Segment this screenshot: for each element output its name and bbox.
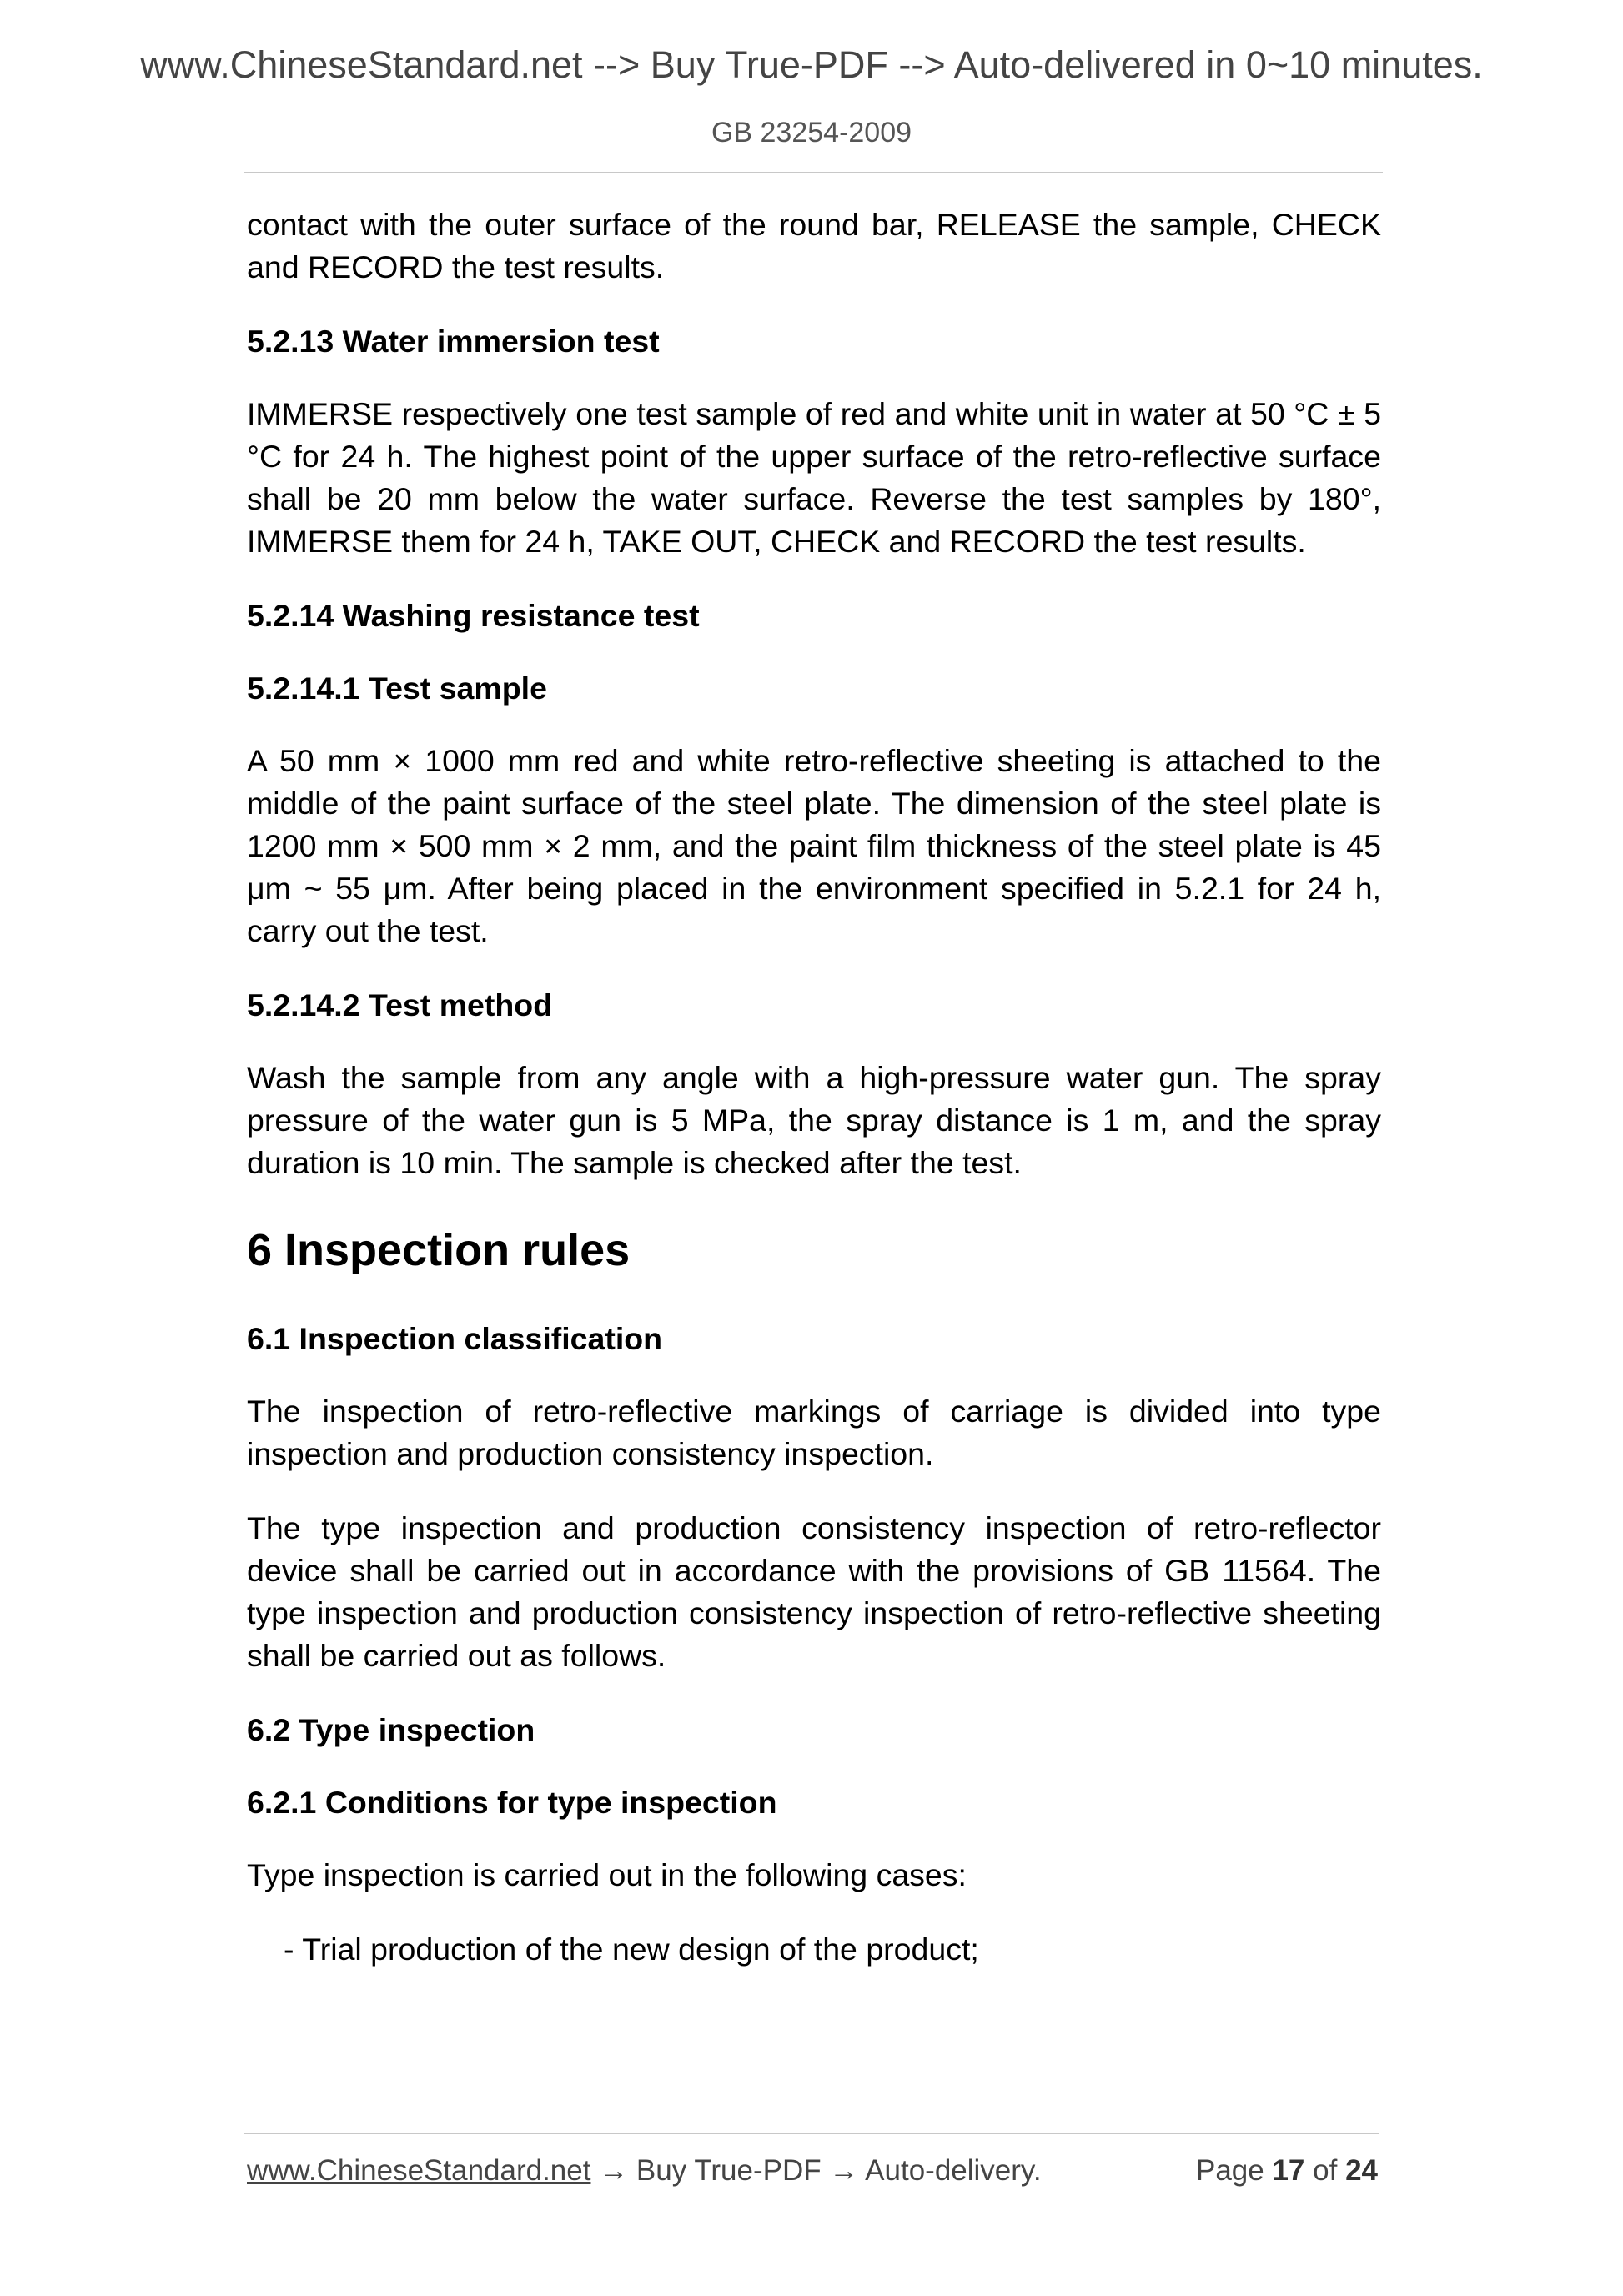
heading-5-2-13: 5.2.13 Water immersion test: [247, 324, 660, 359]
paragraph-continuation: contact with the outer surface of the round bar, RELEASE the sample, CHECK and RECORD the test results.: [247, 207, 1381, 284]
heading-5-2-14-1: 5.2.14.1 Test sample: [247, 671, 547, 706]
page-of: of: [1313, 2154, 1338, 2187]
paragraph-5-2-13: IMMERSE respectively one test sample of red and white unit in water at 50 °C ± 5 °C for 24 h. The highest point of the upper surface of the retro-reflective surface shall be 20 mm below the water surface. Reverse the test samples by 180°, IMMERSE them for 24 h, TAKE OUT, CHECK and RECORD the test results.: [247, 396, 1381, 559]
paragraph-5-2-14-1: A 50 mm × 1000 mm red and white retro-reflective sheeting is attached to the middle of the paint surface of the steel plate. The dimension of the steel plate is 1200 mm × 500 mm × 2 mm, and the paint film thickness of the steel plate is 45 μm ~ 55 μm. After being placed in the environment specified in 5.2.1 for 24 h, carry out the test.: [247, 743, 1381, 948]
footer-divider: [244, 2133, 1379, 2134]
heading-6-2-1: 6.2.1 Conditions for type inspection: [247, 1785, 777, 1820]
document-code: GB 23254-2009: [711, 117, 912, 148]
paragraph-6-1-b: The type inspection and production consistency inspection of retro-reflector device shall be carried out in accordance with the provisions of GB 11564. The type inspection and production consistency inspection of retro-reflective sheeting shall be carried out as follows.: [247, 1510, 1381, 1673]
top-banner: www.ChineseStandard.net --> Buy True-PDF --> Auto-delivered in 0~10 minutes.: [140, 43, 1483, 86]
page-label: Page: [1195, 2154, 1264, 2187]
heading-6: 6 Inspection rules: [247, 1225, 631, 1275]
page-current: 17: [1272, 2154, 1305, 2187]
list-item: - Trial production of the new design of the product;: [284, 1932, 979, 1967]
header-divider: [244, 172, 1383, 173]
page-indicator: [1196, 2154, 1378, 2188]
footer-site-link[interactable]: www.ChineseStandard.net: [247, 2154, 591, 2187]
footer-left: [247, 2154, 1042, 2188]
paragraph-6-2-1: Type inspection is carried out in the following cases:: [247, 1857, 967, 1892]
footer-tagline: → Buy True-PDF → Auto-delivery.: [590, 2154, 1042, 2187]
heading-6-1: 6.1 Inspection classification: [247, 1321, 663, 1356]
paragraph-6-1-a: The inspection of retro-reflective markings of carriage is divided into type inspection and production consistency inspection.: [247, 1394, 1381, 1471]
page-total: 24: [1345, 2154, 1378, 2187]
document-body: [247, 203, 1381, 2002]
paragraph-5-2-14-2: Wash the sample from any angle with a high-pressure water gun. The spray pressure of the water gun is 5 MPa, the spray distance is 1 m, and the spray duration is 10 min. The sample is checked after the test.: [247, 1060, 1381, 1180]
heading-5-2-14-2: 5.2.14.2 Test method: [247, 987, 553, 1022]
heading-6-2: 6.2 Type inspection: [247, 1712, 535, 1747]
heading-5-2-14: 5.2.14 Washing resistance test: [247, 598, 700, 633]
